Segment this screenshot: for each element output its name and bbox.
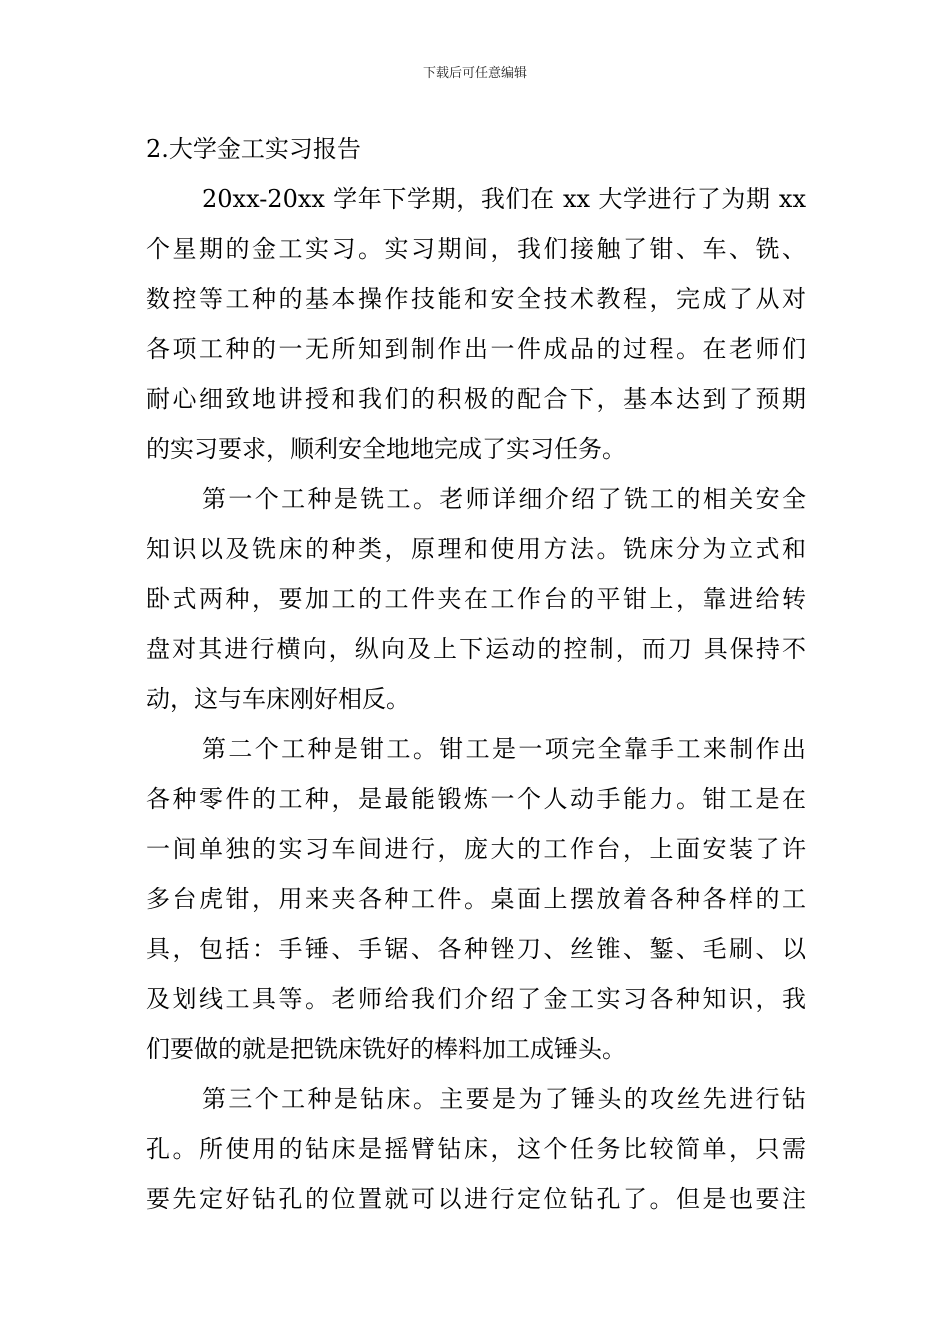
paragraph-line: 卧式两种，要加工的工件夹在工作台的平钳上，靠进给转 xyxy=(146,585,806,613)
paragraph-line: 第三个工种是钻床。主要是为了锤头的攻丝先进行钻 xyxy=(202,1085,806,1113)
paragraph-line: 个星期的金工实习。实习期间，我们接触了钳、车、铣、 xyxy=(146,235,806,263)
paragraph-line: 多台虎钳，用来夹各种工件。桌面上摆放着各种各样的工 xyxy=(146,885,806,913)
paragraph-line: 动，这与车床刚好相反。 xyxy=(146,685,410,713)
paragraph-line: 数控等工种的基本操作技能和安全技术教程，完成了从对 xyxy=(146,285,806,313)
paragraph-line: 第二个工种是钳工。钳工是一项完全靠手工来制作出 xyxy=(202,735,806,763)
document-title: 2.大学金工实习报告 xyxy=(146,135,361,163)
paragraph-line: 知识以及铣床的种类，原理和使用方法。铣床分为立式和 xyxy=(146,535,806,563)
paragraph-milling xyxy=(146,474,806,724)
paragraph-line: 的实习要求，顺利安全地地完成了实习任务。 xyxy=(146,435,626,463)
paragraph-line: 第一个工种是铣工。老师详细介绍了铣工的相关安全 xyxy=(202,485,806,513)
paragraph-line: 要先定好钻孔的位置就可以进行定位钻孔了。但是也要注 xyxy=(146,1185,806,1213)
paragraph-intro xyxy=(146,174,806,474)
paragraph-line: 及划线工具等。老师给我们介绍了金工实习各种知识，我 xyxy=(146,985,806,1013)
paragraph-line: 各项工种的一无所知到制作出一件成品的过程。在老师们 xyxy=(146,335,806,363)
paragraph-line: 各种零件的工种，是最能锻炼一个人动手能力。钳工是在 xyxy=(146,785,806,813)
paragraph-fitter xyxy=(146,724,806,1074)
paragraph-drilling xyxy=(146,1074,806,1224)
paragraph-line: 们要做的就是把铣床铣好的棒料加工成锤头。 xyxy=(146,1035,626,1063)
paragraph-line: 具，包括：手锤、手锯、各种锉刀、丝锥、錾、毛刷、以 xyxy=(146,935,806,963)
paragraph-line: 孔。所使用的钻床是摇臂钻床，这个任务比较简单，只需 xyxy=(146,1135,806,1163)
page-header: 下载后可任意编辑 xyxy=(422,66,527,81)
paragraph-line: 盘对其进行横向，纵向及上下运动的控制，而刀 具保持不 xyxy=(146,635,806,663)
paragraph-line: 一间单独的实习车间进行，庞大的工作台，上面安装了许 xyxy=(146,835,806,863)
paragraph-line: 20xx-20xx 学年下学期，我们在 xx 大学进行了为期 xx xyxy=(202,185,806,213)
paragraph-line: 耐心细致地讲授和我们的积极的配合下，基本达到了预期 xyxy=(146,385,806,413)
document-body xyxy=(146,124,806,1224)
